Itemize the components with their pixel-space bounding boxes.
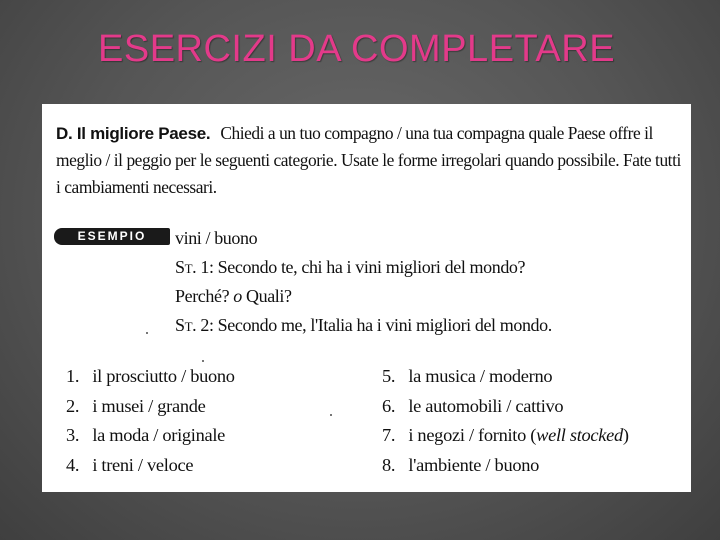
followup-b: Quali? [246, 286, 292, 306]
slide-title: ESERCIZI DA COMPLETARE [98, 28, 616, 70]
item-text: i treni / veloce [92, 454, 194, 475]
list-item [66, 421, 235, 451]
scan-speck [146, 332, 148, 334]
items-list-left [66, 362, 235, 480]
example-student-1 [175, 253, 680, 282]
scan-speck [330, 414, 332, 416]
item-text: i musei / grande [92, 395, 206, 416]
item-text: la moda / originale [92, 425, 226, 445]
list-item [382, 451, 629, 481]
followup-or: o [233, 286, 242, 306]
list-item [382, 392, 629, 422]
exercise-scan [42, 104, 691, 492]
list-item [66, 451, 235, 481]
scan-speck [202, 360, 204, 362]
esempio-badge: ESEMPIO [54, 228, 170, 245]
example-cue: vini / buono [175, 228, 258, 248]
student-2-text: Secondo me, l'Italia ha i vini migliori del mondo. [217, 315, 552, 335]
item-close-paren: ) [622, 425, 629, 445]
item-text: la musica / moderno [408, 366, 553, 386]
exercise-label: D. Il migliore Paese. [56, 124, 211, 143]
item-number: 5. [382, 366, 396, 386]
example-block [175, 224, 680, 340]
item-text: le automobili / cattivo [408, 395, 564, 416]
item-number: 3. [66, 425, 80, 445]
item-text: il prosciutto / buono [92, 366, 235, 386]
list-item [382, 362, 629, 392]
item-text: l'ambiente / buono [408, 454, 540, 475]
student-1-tag: St. 1: [175, 257, 214, 277]
items-list-right [382, 362, 629, 480]
exercise-instructions [56, 120, 686, 201]
item-number: 7. [382, 425, 396, 445]
item-number: 4. [66, 454, 80, 475]
item-text: i negozi / fornito ( [408, 425, 537, 445]
example-followup [175, 282, 680, 311]
list-item [382, 421, 629, 451]
item-number: 8. [382, 454, 396, 475]
example-student-2 [175, 311, 680, 340]
item-italic-gloss: well stocked [536, 425, 623, 445]
followup-a: Perché? [175, 286, 230, 306]
list-item [66, 392, 235, 422]
item-number: 1. [66, 366, 80, 386]
student-1-text: Secondo te, chi ha i vini migliori del mondo? [217, 257, 526, 277]
item-number: 2. [66, 395, 80, 416]
student-2-tag: St. 2: [175, 315, 214, 335]
list-item [66, 362, 235, 392]
item-number: 6. [382, 395, 396, 416]
instructions-text: Chiedi a un tuo compagno / una tua compagna quale Paese offre il meglio / il peggio per le seguenti categorie. Usate le forme irregolari quando possibile. Fate tutti i cambiamenti necessari. [56, 123, 681, 197]
